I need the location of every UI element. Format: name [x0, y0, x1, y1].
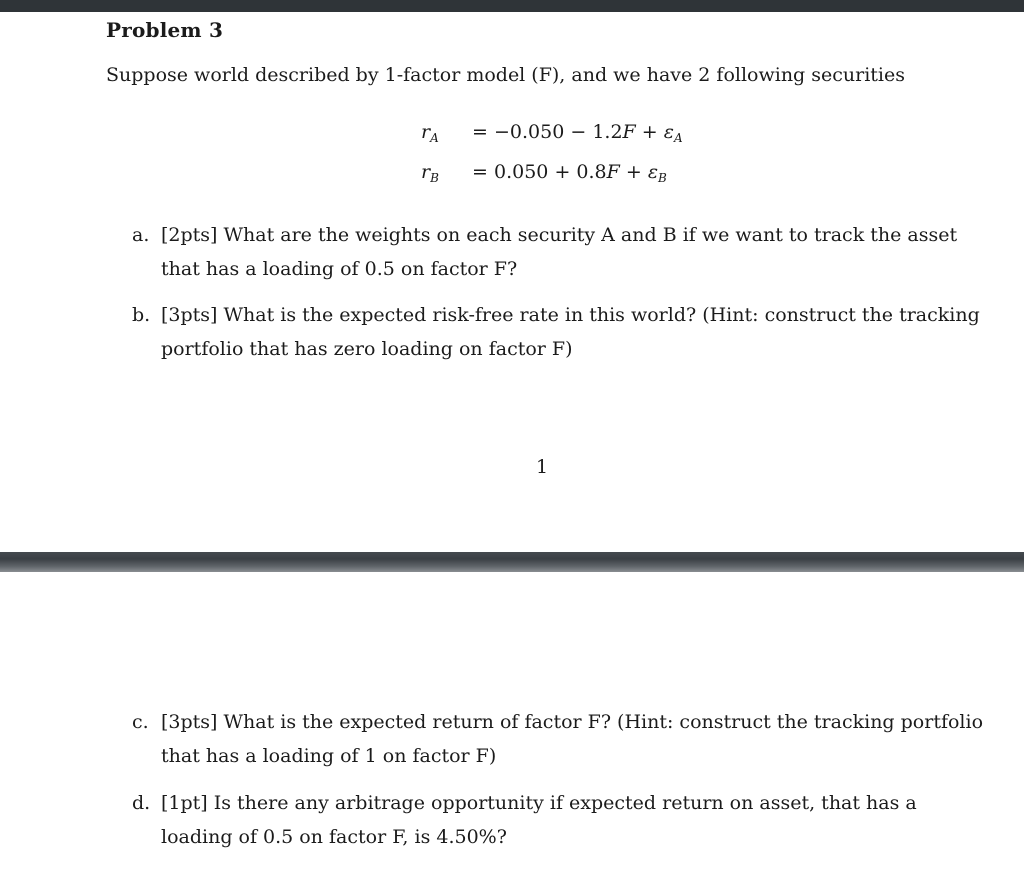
problem-intro: Suppose world described by 1-factor model (F), and we have 2 following securities	[106, 64, 905, 86]
problem-title: Problem 3	[106, 18, 224, 42]
question-d	[132, 786, 992, 854]
eq-b-rhs-const: = 0.050 + 0.8	[472, 161, 607, 183]
page-divider	[0, 552, 1024, 572]
question-a-label: a.	[132, 224, 150, 246]
eq-a-rhs-eps-sub: A	[673, 131, 683, 145]
eq-a-rhs-plus: +	[641, 121, 658, 143]
question-d-label: d.	[132, 792, 151, 814]
eq-a-rhs-const: = −0.050 − 1.2	[472, 121, 623, 143]
question-d-text: [1pt] Is there any arbitrage opportunity if expected return on asset, that has a loading of 0.5 on factor F, is 4.50%?	[161, 792, 917, 848]
equation-security-a	[421, 121, 683, 145]
question-c-text: [3pts] What is the expected return of factor F? (Hint: construct the tracking portfolio that has a loading of 1 on factor F)	[161, 711, 984, 767]
question-a	[132, 218, 992, 286]
eq-a-rhs-factor: F	[622, 121, 636, 143]
question-b-text: [3pts] What is the expected risk-free rate in this world? (Hint: construct the tracking portfolio that has zero loading on factor F)	[161, 304, 980, 360]
page-number: 1	[536, 456, 549, 478]
eq-b-rhs-eps: ε	[647, 161, 659, 183]
top-page-edge	[0, 0, 1024, 12]
eq-a-lhs-var: r	[421, 121, 431, 143]
question-c	[132, 705, 992, 773]
eq-b-rhs-plus: +	[625, 161, 642, 183]
question-a-text: [2pts] What are the weights on each security A and B if we want to track the asset that has a loading of 0.5 on factor F?	[161, 224, 958, 280]
eq-a-rhs-eps: ε	[663, 121, 674, 143]
eq-a-lhs-sub: A	[430, 131, 439, 145]
eq-b-lhs-var: r	[421, 161, 431, 183]
question-b-label: b.	[132, 304, 151, 326]
eq-b-lhs-sub: B	[430, 171, 439, 185]
equation-security-b	[421, 161, 667, 185]
question-c-label: c.	[132, 711, 149, 733]
eq-b-rhs-factor: F	[606, 161, 620, 183]
question-b	[132, 298, 992, 366]
eq-b-rhs-eps-sub: B	[658, 171, 667, 185]
